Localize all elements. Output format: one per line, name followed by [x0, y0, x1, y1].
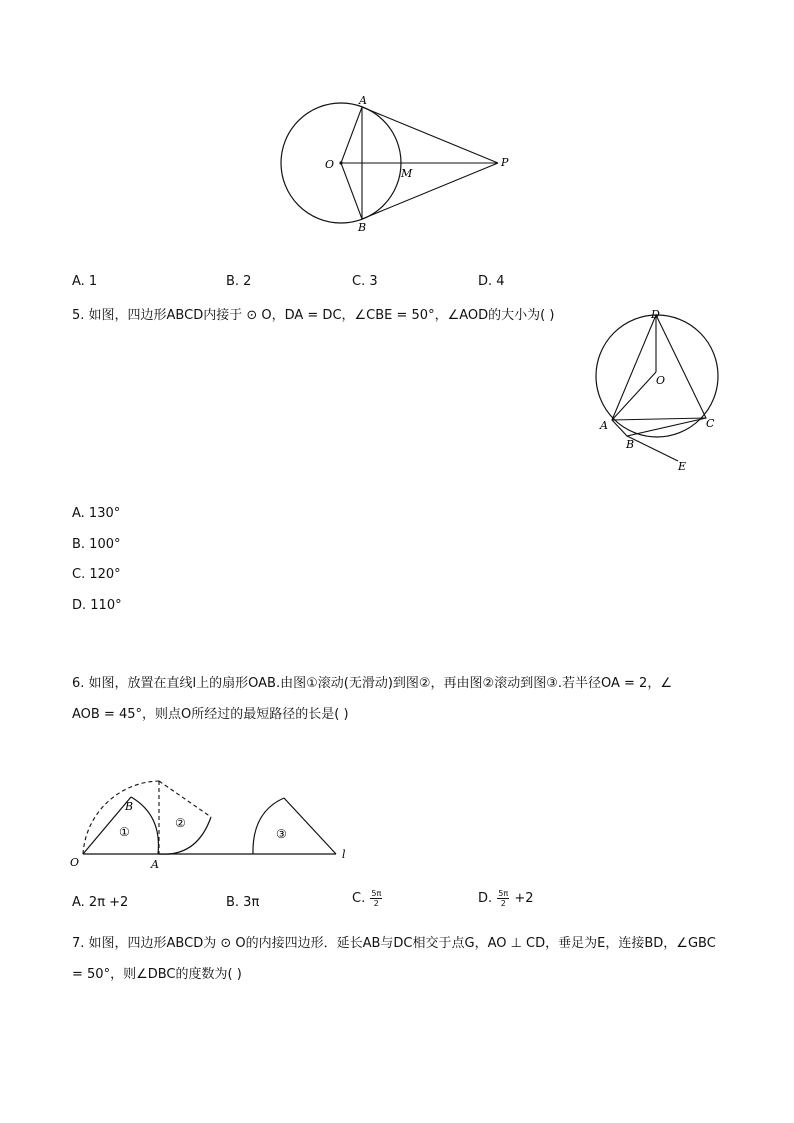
q5-stem: 5. 如图，四边形ABCD内接于 ⊙ O，DA = DC，∠CBE = 50°，∠AOD的大小为( )	[72, 308, 555, 323]
label-a: A	[600, 419, 608, 432]
q6-stem-line1: 6. 如图，放置在直线l上的扇形OAB.由图①滚动(无滑动)到图②，再由图②滚动到图③.若半径OA = 2，∠	[72, 676, 672, 691]
label-d: D	[651, 308, 660, 321]
q7-stem-line1: 7. 如图，四边形ABCD为 ⊙ O的内接四边形．延长AB与DC相交于点G，AO ⊥ CD，垂足为E，连接BD，∠GBC	[72, 936, 716, 951]
label-e: E	[678, 460, 687, 473]
label-p: P	[501, 156, 509, 169]
label-a: A	[359, 94, 367, 107]
q4-option-b[interactable]: B. 2	[226, 274, 252, 289]
sector3-radius	[284, 798, 336, 854]
circled-two: ②	[175, 816, 186, 830]
q6-option-d-suffix: +2	[514, 891, 534, 906]
q6-option-d-fraction	[497, 889, 509, 908]
q7-stem-line2: = 50°，则∠DBC的度数为( )	[72, 967, 242, 982]
q6-option-d[interactable]	[478, 889, 534, 908]
fraction-numerator: 5π	[498, 889, 509, 898]
figure-q4-circle-tangents	[270, 90, 530, 240]
tangent-pa	[362, 107, 498, 163]
q5-option-b[interactable]: B. 100°	[72, 537, 121, 552]
sector1-arc	[131, 797, 158, 854]
circled-three: ③	[276, 827, 287, 841]
label-o: O	[656, 374, 666, 387]
q5-option-d[interactable]: D. 110°	[72, 598, 122, 613]
q6-option-d-prefix: D.	[478, 891, 493, 906]
segment-ob	[341, 163, 362, 219]
q6-option-a[interactable]: A. 2π +2	[72, 895, 129, 910]
figure-q5-inscribed-quadrilateral	[590, 300, 730, 480]
point-o	[339, 161, 342, 164]
q6-option-c-fraction	[370, 889, 382, 908]
q6-stem-line2: AOB = 45°，则点O所经过的最短路径的长是( )	[72, 707, 349, 722]
extension-be	[627, 436, 678, 461]
q5-option-a[interactable]: A. 130°	[72, 506, 121, 521]
fraction-denominator: 2	[500, 899, 506, 908]
label-b: B	[358, 221, 367, 234]
path-arc-1	[83, 781, 159, 854]
q6-option-c[interactable]	[352, 889, 383, 908]
segment-ac	[612, 418, 706, 420]
q4-option-c[interactable]: C. 3	[352, 274, 378, 289]
sector3-arc	[253, 798, 284, 854]
circled-one: ①	[119, 825, 130, 839]
label-m: M	[401, 167, 413, 180]
q4-option-d[interactable]: D. 4	[478, 274, 505, 289]
q5-option-c[interactable]: C. 120°	[72, 567, 121, 582]
q6-option-b[interactable]: B. 3π	[226, 895, 260, 910]
q6-option-c-prefix: C.	[352, 891, 366, 906]
segment-ao	[612, 372, 656, 420]
label-l: l	[342, 848, 346, 861]
label-a: A	[151, 858, 159, 871]
path-slant	[159, 781, 211, 817]
fraction-numerator: 5π	[371, 889, 382, 898]
figure-q6-rolling-sector	[66, 772, 356, 872]
label-o: O	[70, 856, 80, 869]
fraction-denominator: 2	[373, 899, 379, 908]
tangent-pb	[362, 163, 498, 219]
q4-option-a[interactable]: A. 1	[72, 274, 98, 289]
segment-oa	[341, 107, 362, 163]
label-o: O	[325, 158, 335, 171]
label-c: C	[706, 417, 715, 430]
label-b: B	[125, 800, 134, 813]
label-b: B	[626, 438, 635, 451]
